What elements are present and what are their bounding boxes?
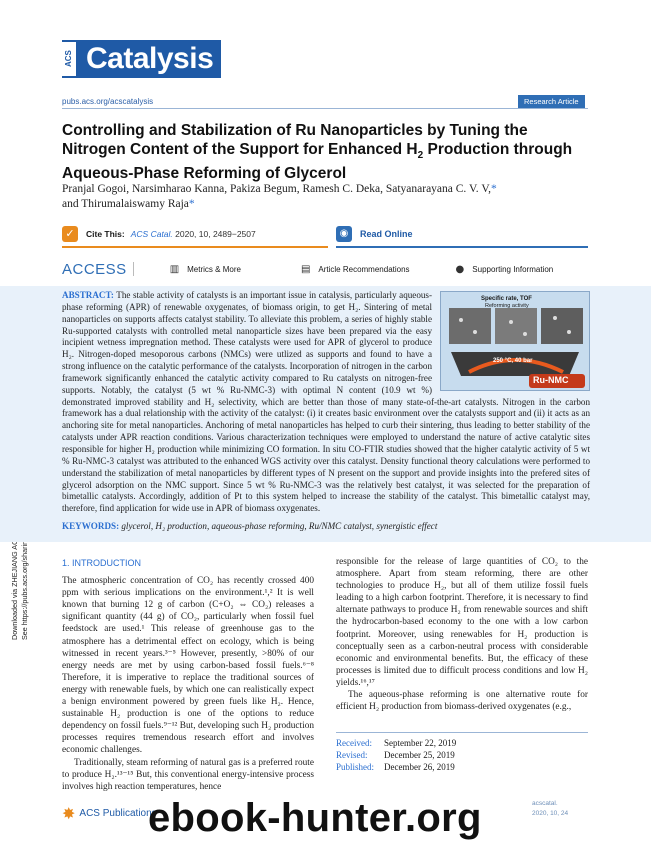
date-value: September 22, 2019 bbox=[384, 738, 457, 748]
metrics-label: Metrics & More bbox=[187, 264, 241, 274]
read-online-button[interactable] bbox=[336, 222, 588, 248]
access-label: ACCESS bbox=[62, 260, 127, 278]
toc-badge: Ru-NMC bbox=[533, 375, 569, 385]
recommendations-label: Article Recommendations bbox=[318, 264, 410, 274]
authors-line1: Pranjal Gogoi, Narsimharao Kanna, Pakiza Begum, Ramesh C. Deka, Satyanarayana C. V. V, bbox=[62, 183, 492, 195]
access-toolbar bbox=[62, 258, 588, 280]
title-subscript: 2 bbox=[417, 149, 424, 161]
date-label: Published: bbox=[336, 762, 375, 772]
toc-graphic[interactable] bbox=[440, 291, 590, 391]
corresponding-star-2[interactable]: * bbox=[188, 198, 195, 210]
cite-reference[interactable] bbox=[131, 229, 256, 239]
access-divider bbox=[133, 262, 134, 276]
date-value: December 25, 2019 bbox=[384, 750, 455, 760]
keywords bbox=[62, 521, 590, 531]
document-icon: ▤ bbox=[300, 263, 311, 275]
date-revised bbox=[336, 749, 588, 761]
date-published bbox=[336, 761, 588, 773]
title-part2: Production through Aqueous-Phase Reforming of Glycerol bbox=[62, 140, 573, 183]
body-column-right bbox=[336, 556, 588, 713]
abstract-text: The stable activity of catalysts is an important issue in catalysis, particularly aqueous-phase reforming (APR) of renewable oxygenates, of biomass origin, to get H₂. Sintering of metal nanoparticles on supports affects catalyst stability. To alleviate this problem, a series of highly stable Ru-supported catalysts with controlled metal nanoparticle sizes have been prepared via the easy incipient wetness impregnation method. These catalysts were used for APR of glycerol to produce H₂. Nitrogen-doped mesoporous carbons (NMCs) were utlized as supports and found to have a strong influence on the catalytic performance of the catalysts. Incorporation of nitrogen in the carbon framework significantly enhanced the catalytic activity compared to Ru catalysts on nitrogen-free supports. Notably, the catalyst (5 wt % Ru-NMC-3) with optimal N content (10.9 wt %) demonstrated improved stability and H₂ selectivity, which are better than those of many state-of-the-art catalysts. Nitrogen in the carbon framework has a dual relationship with the activity of the catalyst: (i) it creates basic environment over the catalysts support and (ii) it acts as an anchoring site for metal nanoparticles. Anchoring of metal nanoparticles has helped to curb their sintering, thus leading to better stability of the catalysts under APR reaction conditions. Various characterization techniques were employed to understand the nature of active catalytic sites responsible for higher H₂ production while minimizing CO formation. In situ CO-FTIR studies showed that the higher catalytic activity of 5 wt % Ru-NMC-3 catalyst was attributed to the enhanced WGS activity over this catalyst. Density functional theory calculations were performed to understand the stabilization of metal nanoparticles by different types of N present on the support and provide insights into the prefered sites of glycerol adsorption on the NMC support. Since 5 wt % Ru-NMC-3 was the relatively best catalyst, it was selected for the preparation of bimetallic catalysts. Accordingly, addition of Pt to this system helped to increase the stability of the catalyst. This bimetallic catalyst may, therefore, find application for wide use in APR of biomass oxygenates. bbox=[62, 290, 590, 514]
supporting-info-link[interactable] bbox=[456, 264, 554, 275]
cite-volume: 2020, 10, 2489−2507 bbox=[172, 229, 256, 239]
section-heading-introduction: 1. INTRODUCTION bbox=[62, 558, 142, 568]
corresponding-star-1[interactable]: * bbox=[491, 183, 497, 195]
logo-wordmark: Catalysis bbox=[78, 40, 221, 78]
supporting-info-label: Supporting Information bbox=[472, 264, 554, 274]
supporting-info-icon: ● bbox=[455, 263, 465, 275]
footer-pages: 2020, 10, 24 bbox=[532, 810, 569, 817]
logo-acs-mark: ACS bbox=[62, 40, 78, 78]
header-divider bbox=[62, 108, 588, 109]
date-label: Revised: bbox=[336, 750, 368, 760]
watermark: ebook-hunter.org bbox=[148, 796, 482, 840]
abstract bbox=[62, 290, 590, 515]
body-column-left bbox=[62, 557, 314, 793]
toc-condition-label: 250 °C, 40 bar bbox=[493, 358, 533, 364]
date-label: Received: bbox=[336, 738, 372, 748]
acs-publications-logo[interactable] bbox=[62, 804, 157, 823]
intro-paragraph-3: responsible for the release of large quantities of CO₂ to the atmosphere. Apart from steam reforming, there are other technologies to produce H₂, but all of them utilize fossil fuels leading to a high carbon footprint. Therefore, it is necessary to find alternate pathways to produce H₂ from renewable sources and shift the hydrocarbon-based economy to the one with a low carbon footprint. Moreover, using renewables for H₂ production is conceptually seen as a carbon-neutral process with considerable economic and environmental benefits. But, the efficacy of these processes is limited due to difficult process conditions and low H₂ yields.¹⁶,¹⁷ bbox=[336, 557, 588, 688]
cite-journal: ACS Catal. bbox=[130, 229, 173, 239]
abstract-label: ABSTRACT: bbox=[62, 290, 114, 300]
publication-dates bbox=[336, 732, 588, 773]
acs-star-icon: ✸ bbox=[62, 804, 76, 823]
intro-paragraph-2: Traditionally, steam reforming of natural gas is a preferred route to produce H₂.¹³⁻¹⁵ But, this conventional energy-intensive process involves high reaction temperatures, hence bbox=[62, 757, 314, 792]
journal-url-link[interactable]: pubs.acs.org/acscatalysis bbox=[62, 97, 154, 106]
intro-paragraph-4: The aqueous-phase reforming is one alternative route for efficient H₂ production from biomass-derived oxygenates (e.g., bbox=[336, 690, 588, 713]
check-badge-icon: ✓ bbox=[62, 226, 78, 242]
eye-icon: ◉ bbox=[336, 226, 352, 242]
authors-line2: and Thirumalaiswamy Raja bbox=[62, 198, 189, 210]
keywords-text: glycerol, H₂ production, aqueous-phase reforming, Ru/NMC catalyst, synergistic effect bbox=[121, 521, 438, 531]
footer-doi[interactable]: acscatal. bbox=[532, 800, 558, 807]
keywords-label: KEYWORDS: bbox=[62, 521, 120, 531]
cite-label: Cite This: bbox=[86, 229, 125, 239]
bar-chart-icon: ▥ bbox=[169, 263, 180, 275]
metrics-link[interactable] bbox=[170, 264, 241, 275]
author-list bbox=[62, 182, 592, 212]
publisher-name: ACS Publications bbox=[79, 808, 157, 819]
recommendations-link[interactable] bbox=[301, 264, 410, 275]
cite-this-bar[interactable] bbox=[62, 222, 328, 248]
toc-mid-label: Reforming activity bbox=[485, 303, 529, 309]
toc-top-label: Specific rate, TOF bbox=[481, 296, 532, 302]
journal-logo[interactable] bbox=[62, 40, 221, 78]
article-title bbox=[62, 122, 592, 184]
intro-paragraph-1: The atmospheric concentration of CO₂ has recently crossed 400 ppm with serious implications on the environment.¹,² It is well known that burning 12 g of carbon (C+O₂ ⇔ CO₂) releases a significant quantity (44 g) of CO₂, particularly when fossil fuel feedstock are used.¹ This release of greenhouse gas to the atmosphere has a detrimental effect on ecology, which is being witnessed in recent years.³⁻⁵ However, presently, >80% of our energy needs are met by using carbon-based fossil fuels.⁶⁻⁸ Therefore, it is imperative to replace the traditional sources of energy with renewable fuels, by which one can realistically expect a benign environment powered by green fuels like H₂. Hence, sustainable H₂ production is one of the options to reduce dependency on fossil fuels.⁹⁻¹² But, developing such H₂ production processes requires tremendous research effort and involves economic challenges. bbox=[62, 576, 314, 756]
article-type-badge: Research Article bbox=[518, 95, 585, 108]
date-received bbox=[336, 737, 588, 749]
read-online-label: Read Online bbox=[360, 229, 413, 239]
date-value: December 26, 2019 bbox=[384, 762, 455, 772]
title-part1: Controlling and Stabilization of Ru Nanoparticles by Tuning the Nitrogen Content of the Support for Enhanced H bbox=[62, 122, 528, 158]
